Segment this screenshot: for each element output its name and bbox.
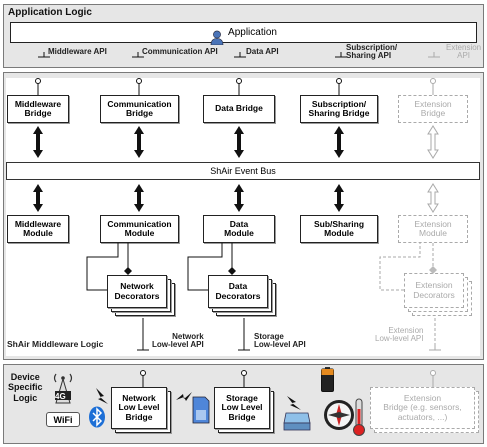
- data-decorator-connectors: [188, 243, 232, 290]
- bridge-lollipops: [36, 79, 342, 96]
- sub-sharing-module: Sub/Sharing Module: [300, 215, 378, 243]
- wifi-badge: WiFi: [46, 412, 80, 427]
- extension-lowlevel-bridge: Extension Bridge (e.g. sensors, actuators, ...): [370, 387, 475, 429]
- storage-lowlevel-bridge: Storage Low Level Bridge: [214, 387, 270, 429]
- cell-4g-label: 4G: [55, 392, 66, 401]
- network-decorators: Network Decorators: [107, 275, 167, 308]
- data-module: Data Module: [203, 215, 275, 243]
- middleware-bridge: Middleware Bridge: [7, 95, 69, 123]
- extension-lowlevel-api-label: Extension Low-level API: [375, 326, 424, 344]
- extension-module: Extension Module: [398, 215, 468, 243]
- device-specific-title: Device Specific Logic: [8, 372, 43, 403]
- network-lowlevel-bridge: Network Low Level Bridge: [111, 387, 167, 429]
- subscription-sharing-api-label: Subscription/ Sharing API: [346, 43, 398, 61]
- lightning-bolt-icons: [96, 388, 301, 410]
- data-decorators: Data Decorators: [208, 275, 268, 308]
- event-bus: ShAir Event Bus: [6, 162, 480, 180]
- middleware-module: Middleware Module: [7, 215, 69, 243]
- middleware-logic-title: ShAir Middleware Logic: [7, 339, 104, 349]
- network-decorator-connectors: [87, 243, 128, 290]
- middleware-api-label: Middleware API: [48, 47, 107, 56]
- extension-decorators: Extension Decorators: [404, 273, 464, 308]
- communication-api-label: Communication API: [142, 47, 218, 56]
- application-label: Application: [228, 27, 277, 38]
- data-bridge: Data Bridge: [203, 95, 275, 123]
- extension-api-label: Extension API: [446, 43, 482, 61]
- subscription-sharing-bridge: Subscription/ Sharing Bridge: [300, 95, 378, 123]
- extension-decorator-connectors: [380, 243, 433, 290]
- storage-lowlevel-api-label: Storage Low-level API: [254, 332, 306, 350]
- lowlevel-api-sockets: [137, 318, 250, 350]
- data-api-label: Data API: [246, 47, 279, 56]
- application-logic-title: Application Logic: [8, 7, 92, 18]
- device-lollipops: [141, 371, 247, 388]
- bus-arrows: [33, 126, 344, 212]
- extension-bridge: Extension Bridge: [398, 95, 468, 123]
- extension-bus-arrows: [428, 126, 438, 212]
- communication-module: Communication Module: [100, 215, 179, 243]
- network-lowlevel-api-label: Network Low-level API: [152, 332, 204, 350]
- communication-bridge: Communication Bridge: [100, 95, 179, 123]
- api-sockets: [38, 52, 347, 57]
